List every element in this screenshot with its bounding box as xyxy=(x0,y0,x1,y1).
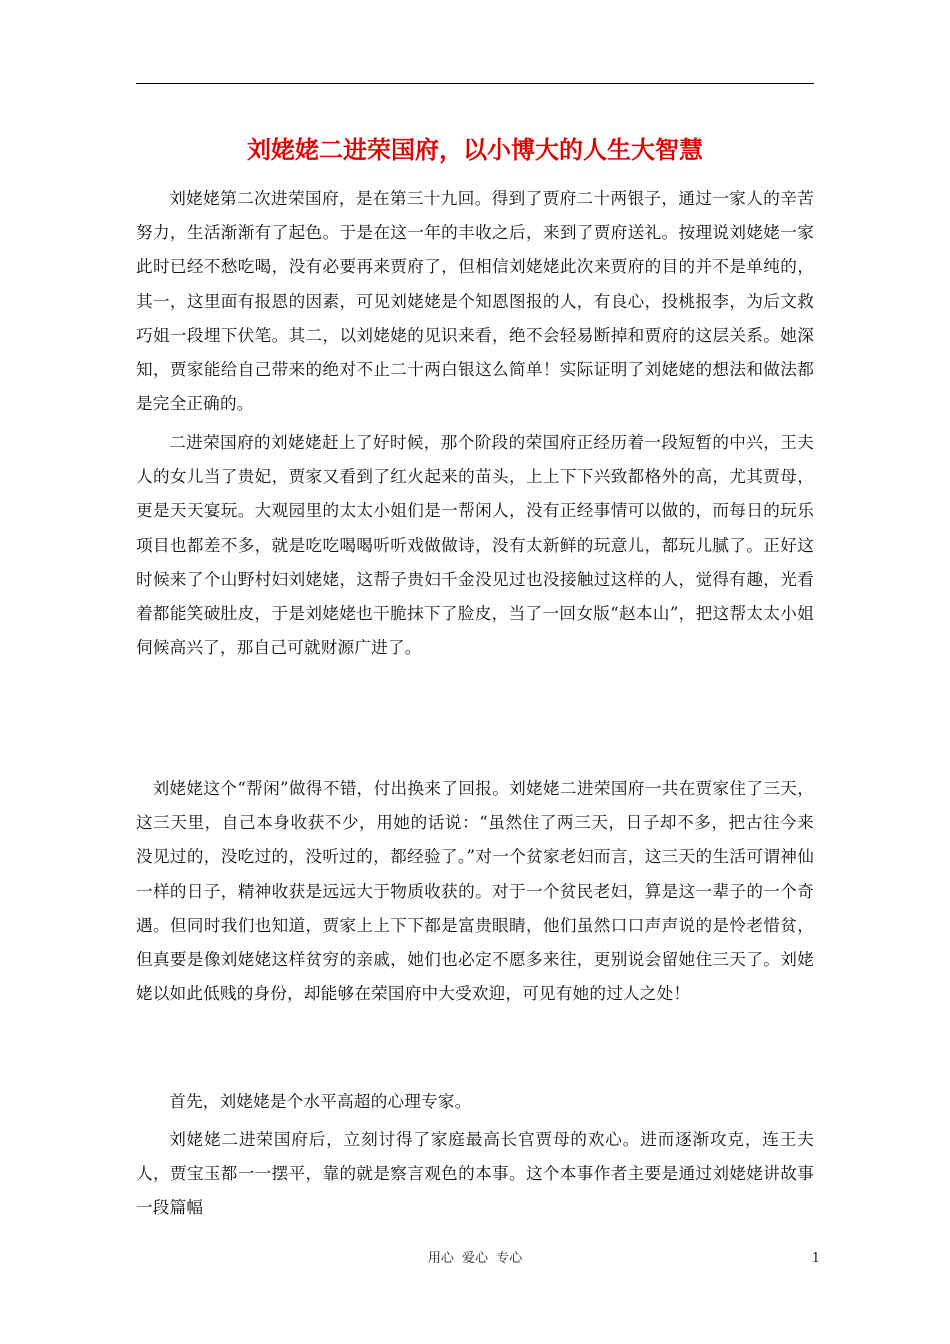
paragraph-2: 二进荣国府的刘姥姥赶上了好时候，那个阶段的荣国府正经历着一段短暂的中兴，王夫人的女儿当了贵妃，贾家又看到了红火起来的苗头，上上下下兴致都格外的高，尤其贾母，更是天天宴玩。大观园里的太太小姐们是一帮闲人，没有正经事情可以做的，而每日的玩乐项目也都差不多，就是吃吃喝喝听听戏做做诗，没有太新鲜的玩意儿，都玩儿腻了。正好这时候来了个山野村妇刘姥姥，这帮子贵妇千金没见过也没接触过这样的人，觉得有趣，光看着都能笑破肚皮，于是刘姥姥也干脆抹下了脸皮，当了一回女版“赵本山”，把这帮太太小姐伺候高兴了，那自己可就财源广进了。 xyxy=(136,433,814,658)
paragraph-4: 首先，刘姥姥是个水平高超的心理专家。 xyxy=(169,1092,472,1111)
paragraph-5: 刘姥姥二进荣国府后，立刻讨得了家庭最高长官贾母的欢心。进而逐渐攻克，连王夫人，贾宝玉都一一摆平，靠的就是察言观色的本事。这个本事作者主要是通过刘姥姥讲故事一段篇幅 xyxy=(136,1130,814,1218)
paragraph-1: 刘姥姥第二次进荣国府，是在第三十九回。得到了贾府二十两银子，通过一家人的辛苦努力，生活渐渐有了起色。于是在这一年的丰收之后，来到了贾府送礼。按理说刘姥姥一家此时已经不愁吃喝，没有必要再来贾府了，但相信刘姥姥此次来贾府的目的并不是单纯的，其一，这里面有报恩的因素，可见刘姥姥是个知恩图报的人，有良心，投桃报李，为后文救巧姐一段埋下伏笔。其二，以刘姥姥的见识来看，绝不会轻易断掉和贾府的这层关系。她深知，贾家能给自己带来的绝对不止二十两白银这么简单！实际证明了刘姥姥的想法和做法都是完全正确的。 xyxy=(136,189,814,414)
document-title: 刘姥姥二进荣国府，以小博大的人生大智慧 xyxy=(247,135,703,164)
paragraph-3: 刘姥姥这个“帮闲”做得不错，付出换来了回报。刘姥姥二进荣国府一共在贾家住了三天，这三天里，自己本身收获不少，用她的话说：“虽然住了两三天，日子却不多，把古往今来没见过的，没吃过的，没听过的，都经验了。”对一个贫家老妇而言，这三天的生活可谓神仙一样的日子，精神收获是远远大于物质收获的。对于一个贫民老妇，算是这一辈子的一个奇遇。但同时我们也知道，贾家上上下下都是富贵眼睛，他们虽然口口声声说的是怜老惜贫，但真要是像刘姥姥这样贫穷的亲戚，她们也必定不愿多来往，更别说会留她住三天了。刘姥姥以如此低贱的身份，却能够在荣国府中大受欢迎，可见有她的过人之处！ xyxy=(136,779,814,1004)
header-rule xyxy=(136,83,814,84)
page-number: 1 xyxy=(811,1251,820,1266)
footer-motto: 用心 爱心 专心 xyxy=(427,1251,523,1266)
